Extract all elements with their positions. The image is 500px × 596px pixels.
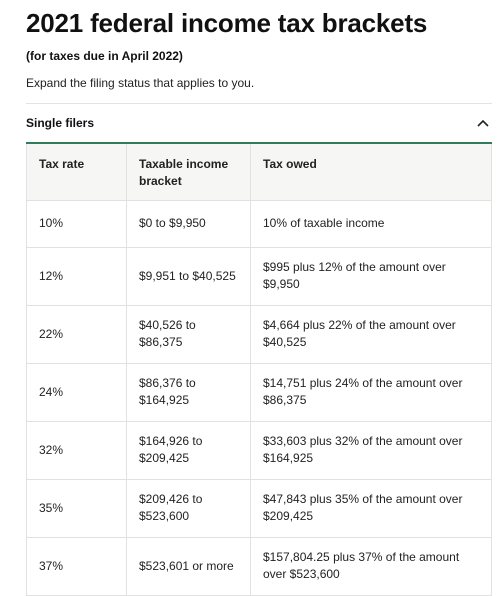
cell-tax-owed: $47,843 plus 35% of the amount over $209,425 bbox=[251, 479, 492, 537]
table-row bbox=[27, 421, 492, 479]
cell-income-bracket: $86,376 to $164,925 bbox=[127, 363, 251, 421]
table-row bbox=[27, 247, 492, 305]
cell-tax-owed: $4,664 plus 22% of the amount over $40,525 bbox=[251, 305, 492, 363]
accordion-title: Single filers bbox=[26, 116, 95, 130]
cell-tax-owed: $995 plus 12% of the amount over $9,950 bbox=[251, 247, 492, 305]
table-row bbox=[27, 363, 492, 421]
table-row bbox=[27, 537, 492, 595]
tax-bracket-table-container bbox=[26, 142, 492, 596]
page-subtitle: (for taxes due in April 2022) bbox=[26, 49, 183, 63]
cell-tax-rate: 24% bbox=[27, 363, 127, 421]
cell-tax-owed: $157,804.25 plus 37% of the amount over $523,600 bbox=[251, 537, 492, 595]
column-header-tax-owed: Tax owed bbox=[251, 144, 492, 200]
cell-tax-owed: $33,603 plus 32% of the amount over $164,925 bbox=[251, 421, 492, 479]
cell-tax-rate: 32% bbox=[27, 421, 127, 479]
table-row bbox=[27, 200, 492, 247]
table-row bbox=[27, 305, 492, 363]
cell-tax-rate: 12% bbox=[27, 247, 127, 305]
cell-tax-rate: 22% bbox=[27, 305, 127, 363]
cell-tax-owed: $14,751 plus 24% of the amount over $86,375 bbox=[251, 363, 492, 421]
cell-income-bracket: $164,926 to $209,425 bbox=[127, 421, 251, 479]
accordion-single-filers[interactable] bbox=[26, 104, 492, 142]
cell-tax-rate: 10% bbox=[27, 200, 127, 247]
cell-income-bracket: $209,426 to $523,600 bbox=[127, 479, 251, 537]
cell-tax-rate: 35% bbox=[27, 479, 127, 537]
table-header-row bbox=[27, 144, 492, 200]
tax-bracket-table bbox=[26, 144, 492, 596]
column-header-taxable-income-bracket: Taxable income bracket bbox=[127, 144, 251, 200]
cell-income-bracket: $0 to $9,950 bbox=[127, 200, 251, 247]
cell-income-bracket: $9,951 to $40,525 bbox=[127, 247, 251, 305]
column-header-tax-rate: Tax rate bbox=[27, 144, 127, 200]
cell-income-bracket: $40,526 to $86,375 bbox=[127, 305, 251, 363]
chevron-up-icon[interactable] bbox=[474, 114, 492, 132]
table-row bbox=[27, 479, 492, 537]
intro-text: Expand the filing status that applies to you. bbox=[26, 76, 255, 90]
cell-tax-owed: 10% of taxable income bbox=[251, 200, 492, 247]
cell-income-bracket: $523,601 or more bbox=[127, 537, 251, 595]
cell-tax-rate: 37% bbox=[27, 537, 127, 595]
page-title: 2021 federal income tax brackets bbox=[26, 8, 428, 38]
